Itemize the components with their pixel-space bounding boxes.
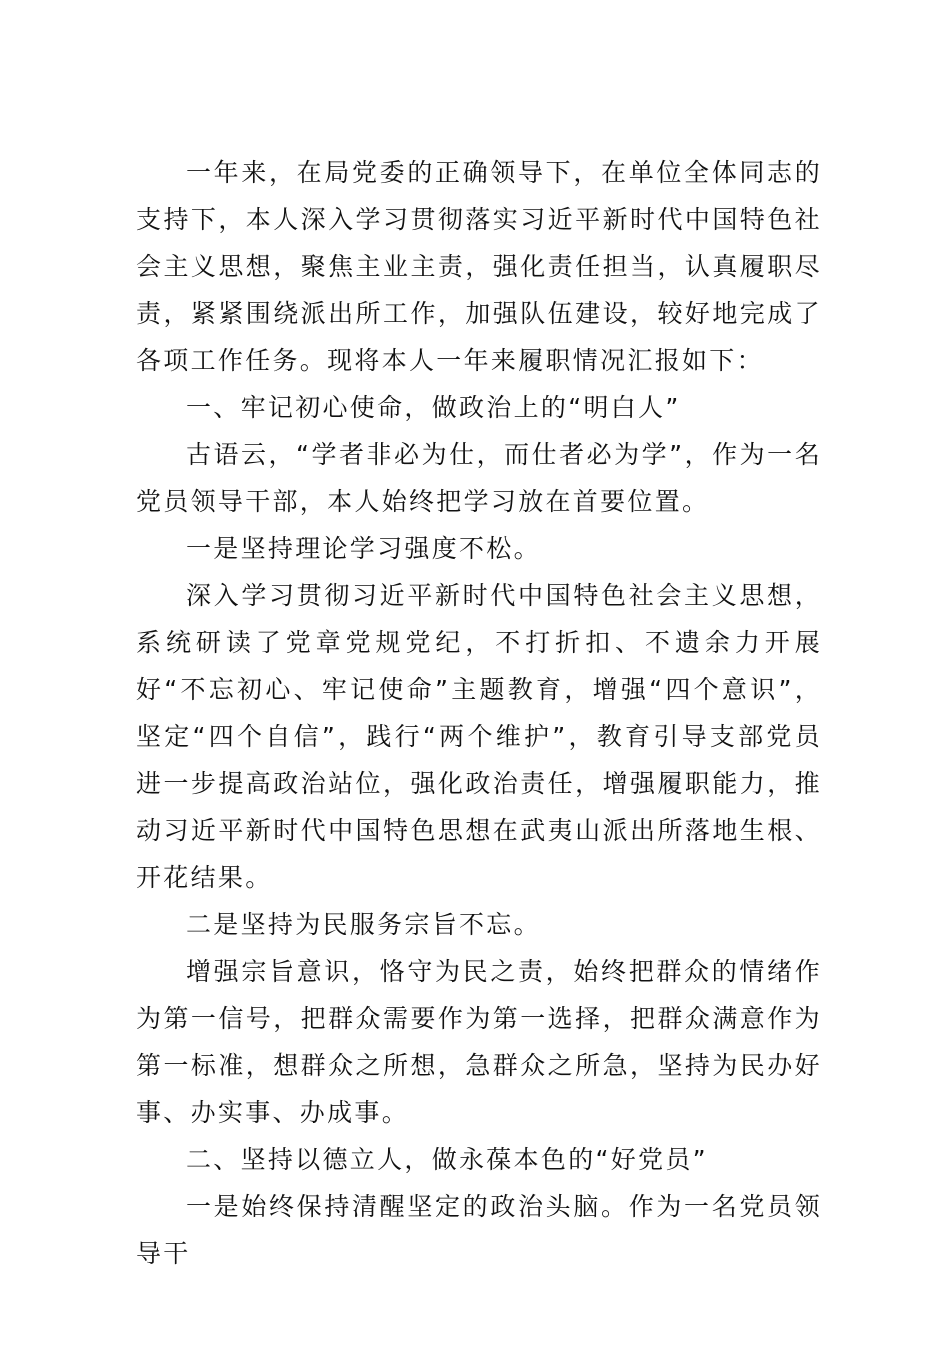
section-heading-1: 一、牢记初心使命，做政治上的“明白人” xyxy=(186,393,681,422)
body-paragraph: 古语云，“学者非必为仕，而仕者必为学”，作为一名党员领导干部，本人始终把学习放在首要位置。 xyxy=(136,440,822,516)
body-paragraph: 深入学习贯彻习近平新时代中国特色社会主义思想，系统研读了党章党规党纪，不打折扣、不遗余力开展好“不忘初心、牢记使命”主题教育，增强“四个意识”，坚定“四个自信”，践行“两个维护”，教育引导支部党员进一步提高政治站位，强化政治责任，增强履职能力，推动习近平新时代中国特色思想在武夷山派出所落地生根、开花结果。 xyxy=(136,581,822,892)
document-body xyxy=(136,149,822,1277)
section-heading-2: 二、坚持以德立人，做永葆本色的“好党员” xyxy=(186,1145,708,1174)
intro-paragraph: 一年来，在局党委的正确领导下，在单位全体同志的支持下，本人深入学习贯彻落实习近平新时代中国特色社会主义思想，聚焦主业主责，强化责任担当，认真履职尽责，紧紧围绕派出所工作，加强队伍建设，较好地完成了各项工作任务。现将本人一年来履职情况汇报如下： xyxy=(136,158,822,375)
subsection-heading: 二是坚持为民服务宗旨不忘。 xyxy=(186,910,541,939)
body-paragraph: 一是始终保持清醒坚定的政治头脑。作为一名党员领导干 xyxy=(136,1192,822,1268)
body-paragraph: 增强宗旨意识，恪守为民之责，始终把群众的情绪作为第一信号，把群众需要作为第一选择，把群众满意作为第一标准，想群众之所想，急群众之所急，坚持为民办好事、办实事、办成事。 xyxy=(136,957,822,1127)
subsection-heading: 一是坚持理论学习强度不松。 xyxy=(186,534,541,563)
